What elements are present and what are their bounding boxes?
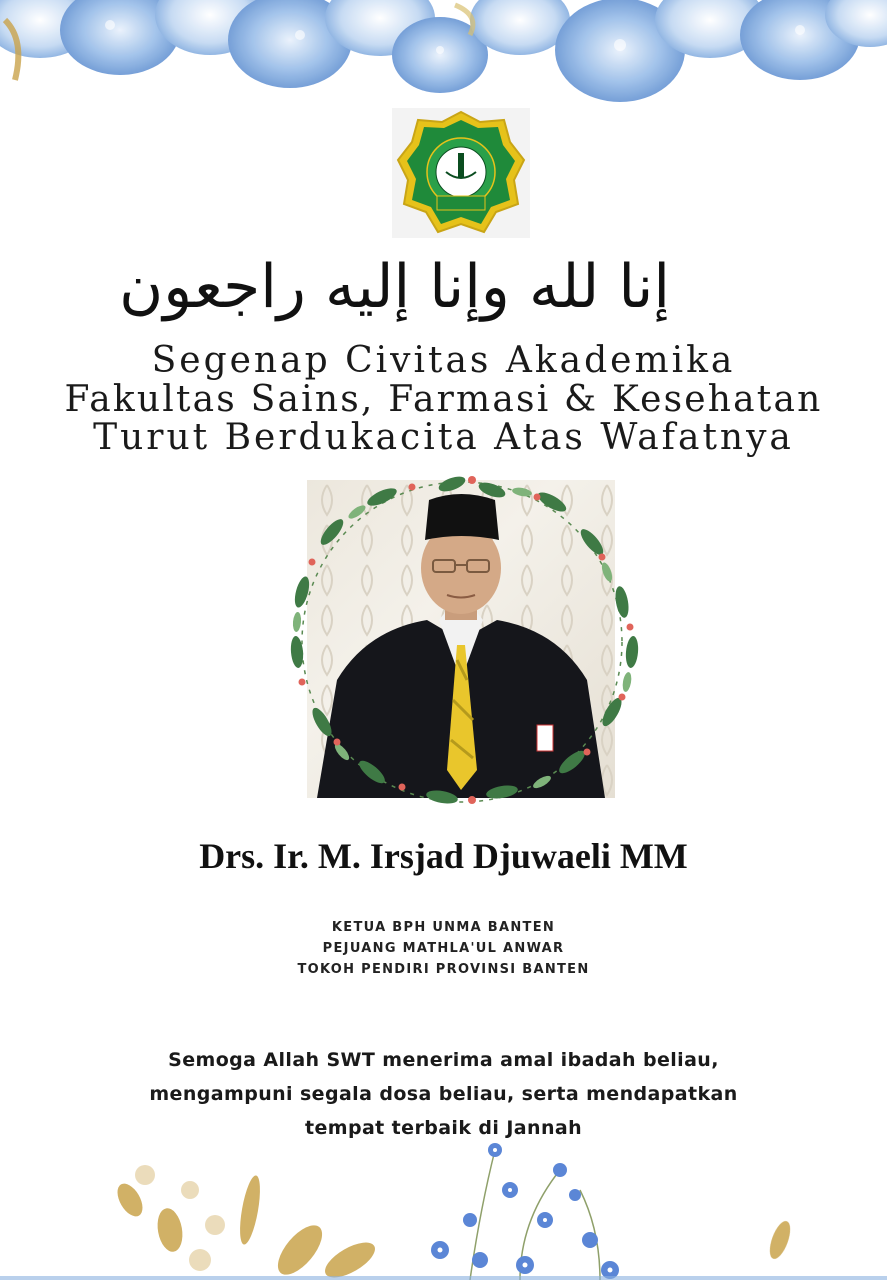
- prayer-line: tempat terbaik di Jannah: [304, 1117, 583, 1139]
- title-line: PEJUANG MATHLA'UL ANWAR: [322, 941, 565, 956]
- deceased-name: Drs. Ir. M. Irsjad Djuwaeli MM: [199, 836, 688, 876]
- prayer-line: Semoga Allah SWT menerima amal ibadah beliau,: [168, 1049, 719, 1071]
- prayer-line: mengampuni segala dosa beliau, serta mendapatkan: [149, 1083, 738, 1105]
- wreath-icon: [262, 462, 662, 822]
- unma-logo: [392, 108, 530, 238]
- hydrangea-flowers-icon: [0, 0, 887, 120]
- heading-line-1: Segenap Civitas Akademika: [151, 340, 736, 381]
- university-emblem-icon: [392, 108, 530, 238]
- heading-line-3: Turut Berdukacita Atas Wafatnya: [93, 417, 794, 458]
- arabic-inna-lillahi: إنا لله وإنا إليه راجعون: [119, 252, 670, 322]
- prayer-text: [0, 1043, 887, 1145]
- floral-wreath: [262, 462, 662, 822]
- title-line: TOKOH PENDIRI PROVINSI BANTEN: [297, 962, 590, 977]
- forget-me-not-flowers-icon: [0, 1130, 887, 1280]
- bottom-floral-decoration: [0, 1130, 887, 1280]
- heading-line-2: Fakultas Sains, Farmasi & Kesehatan: [64, 379, 823, 420]
- portrait-frame: [262, 462, 662, 822]
- title-line: KETUA BPH UNMA BANTEN: [331, 920, 556, 935]
- top-floral-decoration: [0, 0, 887, 120]
- titles-list: [0, 917, 887, 980]
